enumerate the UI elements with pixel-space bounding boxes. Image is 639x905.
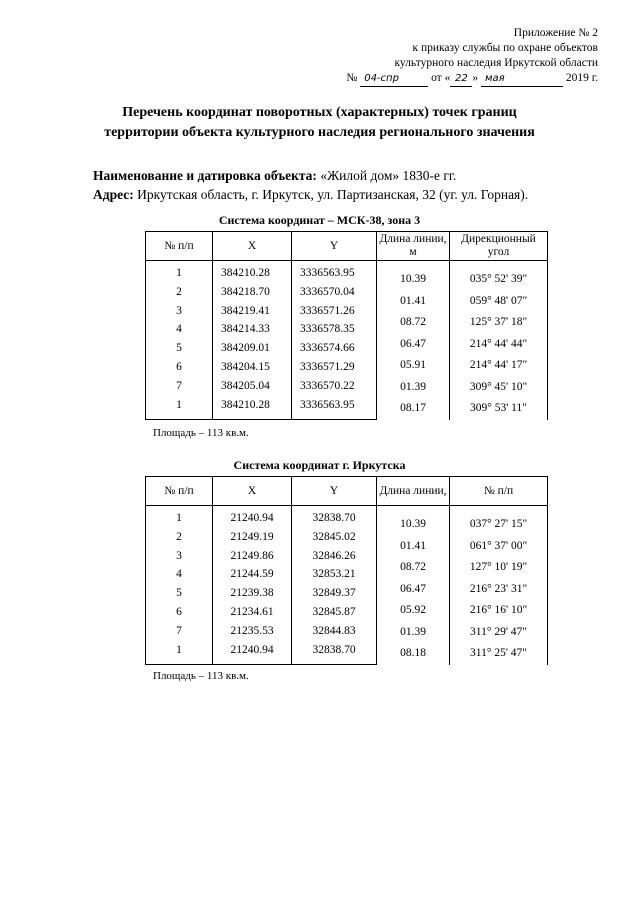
table1-cell-y: 3336563.95 <box>292 261 377 283</box>
table2-length: 05.92 <box>400 604 426 616</box>
object-name-value: «Жилой дом» 1830-е гг. <box>320 168 457 183</box>
table2-lengths <box>377 506 450 665</box>
table2-cell-y: 32846.26 <box>292 546 377 565</box>
table1-length: 05.91 <box>400 359 426 371</box>
annex-date-close: » <box>472 72 479 84</box>
document-title-line-2: территории объекта культурного наследия регионального значения <box>104 125 535 140</box>
annex-line-3: культурного наследия Иркутской области <box>394 57 598 69</box>
table1-cell-y: 3336570.22 <box>292 377 377 396</box>
table2-cell-num: 1 <box>146 641 213 665</box>
table1-angle: 309° 53' 11" <box>470 402 527 414</box>
object-name-label: Наименование и датировка объекта: <box>93 168 317 183</box>
table2-angle: 127° 10' 19" <box>469 561 528 573</box>
table2-cell-x: 21244.59 <box>213 565 292 584</box>
table1-angle: 125° 37' 18" <box>469 316 528 328</box>
table2-cell-x: 21235.53 <box>213 622 292 641</box>
annex-date-month: мая <box>481 71 563 87</box>
table2-header-length: Длина линии, <box>377 477 450 506</box>
table2-cell-y: 32845.87 <box>292 603 377 622</box>
table2-title: Система координат г. Иркутска <box>233 458 406 472</box>
object-address <box>93 185 528 204</box>
table1-length: 08.17 <box>400 402 426 414</box>
table2-angle: 061° 37' 00" <box>469 539 528 552</box>
table1-cell-y: 3336571.29 <box>292 358 377 377</box>
table2-cell-num: 5 <box>146 584 213 603</box>
table1-angle: 035° 52' 39" <box>469 273 528 285</box>
table1-angle: 059° 48' 07" <box>469 294 528 307</box>
table2-cell-num: 3 <box>146 546 213 565</box>
table1-cell-x: 384210.28 <box>213 396 292 420</box>
annex-date-year: 2019 г. <box>565 72 598 84</box>
table2-cell-x: 21239.38 <box>213 584 292 603</box>
table1-title: Система координат – МСК-38, зона 3 <box>218 213 421 227</box>
table1-cell-num: 2 <box>146 282 213 301</box>
annex-number-value: 04-спр <box>360 71 428 87</box>
document-title-line-1: Перечень координат поворотных (характерных) точек границ <box>122 105 517 120</box>
table2-angle: 216° 16' 10" <box>469 604 528 616</box>
table2-cell-num: 6 <box>146 603 213 622</box>
table2-length: 01.39 <box>400 625 426 638</box>
table2-cell-num: 1 <box>146 506 213 528</box>
table1-cell-num: 7 <box>146 377 213 396</box>
table1-cell-y: 3336574.66 <box>292 339 377 358</box>
table1-cell-num: 5 <box>146 339 213 358</box>
table2-cell-y: 32844.83 <box>292 622 377 641</box>
table1-header-length: Длина линии, м <box>377 232 450 261</box>
table1-cell-x: 384204.15 <box>213 358 292 377</box>
table1-cell-y: 3336571.26 <box>292 301 377 320</box>
table1-angle: 309° 45' 10" <box>469 380 528 393</box>
table2-cell-x: 21240.94 <box>213 506 292 528</box>
object-address-value: Иркутская область, г. Иркутск, ул. Партизанская, 32 (уг. ул. Горная). <box>137 187 529 202</box>
table1-cell-y: 3336578.35 <box>292 320 377 339</box>
table2-cell-x: 21249.19 <box>213 527 292 546</box>
table1-length: 10.39 <box>400 273 426 285</box>
annex-number-date <box>346 71 598 87</box>
table2-length: 01.41 <box>400 539 426 552</box>
table1-header-angle: Дирекционный угол <box>450 232 548 261</box>
table2-cell-num: 4 <box>146 565 213 584</box>
table1-cell-x: 384214.33 <box>213 320 292 339</box>
table1-header-y: Y <box>292 232 377 261</box>
table1-angles <box>450 261 548 420</box>
table1-cell-x: 384219.41 <box>213 301 292 320</box>
table2-header-y: Y <box>292 477 377 506</box>
table2-cell-y: 32845.02 <box>292 527 377 546</box>
table1-length: 01.39 <box>400 380 426 393</box>
object-name <box>93 166 528 185</box>
table1-header-num: № п/п <box>146 232 213 261</box>
table1-cell-x: 384205.04 <box>213 377 292 396</box>
table2-angle: 037° 27' 15" <box>469 518 528 530</box>
table1-angle: 214° 44' 44" <box>469 337 528 350</box>
table-row <box>146 506 548 528</box>
table1-cell-num: 1 <box>146 396 213 420</box>
table1-length: 06.47 <box>400 337 426 350</box>
table1-cell-y: 3336570.04 <box>292 282 377 301</box>
table1-cell-num: 3 <box>146 301 213 320</box>
table2-angle: 311° 29' 47" <box>470 625 527 638</box>
table1-cell-num: 6 <box>146 358 213 377</box>
table2-length: 10.39 <box>400 518 426 530</box>
annex-date-day: 22 <box>450 71 472 87</box>
table2-angle: 216° 23' 31" <box>469 582 528 595</box>
object-info <box>93 166 528 204</box>
table2-length: 06.47 <box>400 582 426 595</box>
annex-number-prefix: № <box>346 72 358 84</box>
table2-cell-y: 32853.21 <box>292 565 377 584</box>
annex-date-from: от « <box>431 72 451 84</box>
table1-header-x: X <box>213 232 292 261</box>
document-title <box>0 103 639 143</box>
table1-area: Площадь – 113 кв.м. <box>153 427 249 439</box>
table2-angle: 311° 25' 47" <box>470 647 527 659</box>
table1-lengths <box>377 261 450 420</box>
table2-length: 08.18 <box>400 647 426 659</box>
table1-cell-y: 3336563.95 <box>292 396 377 420</box>
table2-header-x: X <box>213 477 292 506</box>
table2-cell-y: 32838.70 <box>292 506 377 528</box>
table2 <box>145 476 548 665</box>
table2-header-num: № п/п <box>146 477 213 506</box>
table1-cell-num: 1 <box>146 261 213 283</box>
table2-area: Площадь – 113 кв.м. <box>153 670 249 682</box>
table1 <box>145 231 548 420</box>
table2-cell-num: 2 <box>146 527 213 546</box>
table1-length: 08.72 <box>400 316 426 328</box>
table1-length: 01.41 <box>400 294 426 307</box>
annex-line-1: Приложение № 2 <box>513 27 598 39</box>
table1-cell-x: 384210.28 <box>213 261 292 283</box>
table1-cell-x: 384209.01 <box>213 339 292 358</box>
table1-angle: 214° 44' 17" <box>469 359 528 371</box>
table2-cell-x: 21240.94 <box>213 641 292 665</box>
table2-length: 08.72 <box>400 561 426 573</box>
table2-cell-x: 21249.86 <box>213 546 292 565</box>
annex-header <box>346 26 598 87</box>
table-row <box>146 261 548 283</box>
table2-angles <box>450 506 548 665</box>
table2-cell-y: 32838.70 <box>292 641 377 665</box>
object-address-label: Адрес: <box>93 187 134 202</box>
table1-cell-x: 384218.70 <box>213 282 292 301</box>
table2-cell-num: 7 <box>146 622 213 641</box>
table2-cell-y: 32849.37 <box>292 584 377 603</box>
table2-cell-x: 21234.61 <box>213 603 292 622</box>
table2-header-angle: № п/п <box>450 477 548 506</box>
annex-line-2: к приказу службы по охране объектов <box>412 42 598 54</box>
table1-cell-num: 4 <box>146 320 213 339</box>
